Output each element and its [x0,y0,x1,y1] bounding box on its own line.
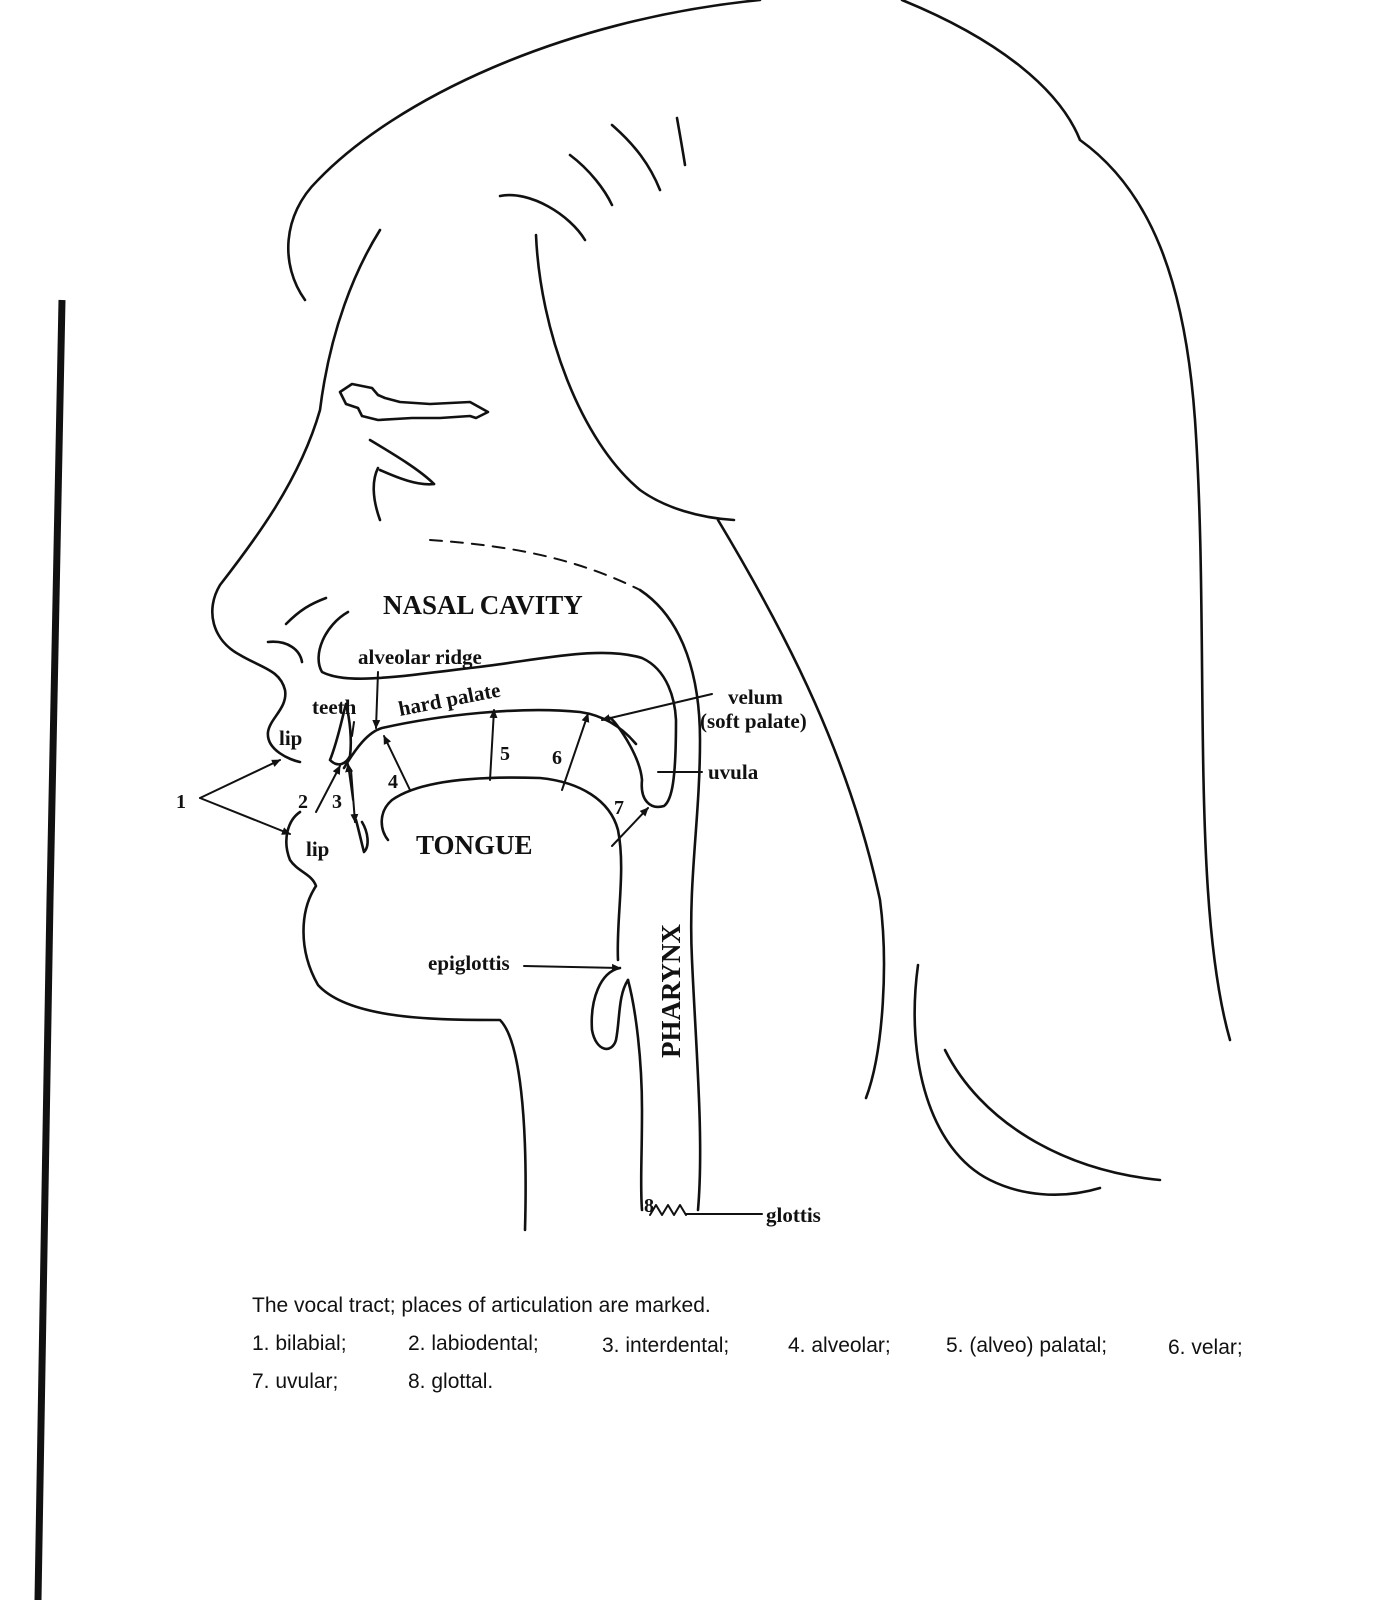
hair-strand-2 [612,125,660,190]
nostril-curve [286,598,326,624]
eye-upper [370,440,434,484]
hair-outline [288,0,760,300]
label-nasal-cavity: NASAL CAVITY [383,590,583,620]
caption-item-glottal: 8. glottal. [408,1370,494,1393]
larynx-front-wall [628,980,642,1210]
arrow-6 [562,714,588,790]
hairline [500,195,585,240]
label-glottis: glottis [766,1203,821,1227]
arrow-1-upper [200,760,280,798]
hair-strand-3 [677,118,685,165]
place-number-4: 4 [388,771,398,793]
hair-top-outline [902,0,1230,1040]
face-profile [212,230,380,762]
place-number-7: 7 [614,797,624,819]
page-edge-line [38,300,62,1600]
place-number-2: 2 [298,791,308,813]
teeth-tick [352,722,354,736]
caption-item-bilabial: 1. bilabial; [252,1332,347,1355]
hair-lower-strand-2 [945,1050,1160,1180]
caption-item-alveolar: 4. alveolar; [788,1334,891,1357]
place-number-3: 3 [332,791,342,813]
place-number-6: 6 [552,747,562,769]
arrow-alveolar-ridge [376,672,378,728]
label-teeth: teeth [312,695,357,719]
label-soft-palate: (soft palate) [700,709,807,733]
glottis-zigzag [650,1205,686,1215]
nasal-cavity-dashed-top [430,540,640,590]
caption-title: The vocal tract; places of articulation are marked. [252,1294,711,1317]
pharynx-back-wall [640,590,700,1210]
eye-lid [374,468,380,520]
label-hard-palate: hard palate [396,677,503,721]
label-uvula: uvula [708,760,759,784]
caption-item-velar: 6. velar; [1168,1336,1243,1359]
label-tongue: TONGUE [416,830,533,860]
label-lip-upper: lip [279,726,303,750]
nose-wing [268,642,302,662]
label-velum: velum [728,685,783,709]
back-of-head-line [536,235,734,520]
place-number-5: 5 [500,743,510,765]
label-lip-lower: lip [306,837,330,861]
palate-line [344,710,636,768]
label-epiglottis: epiglottis [428,951,510,975]
label-alveolar-ridge: alveolar ridge [358,645,482,669]
arrow-velum [602,694,712,720]
caption-item-uvular: 7. uvular; [252,1370,339,1393]
caption-item-alveo-palatal: 5. (alveo) palatal; [946,1334,1108,1357]
arrow-epiglottis [524,966,620,968]
place-number-1: 1 [176,791,186,813]
neck-back-line [718,520,884,1098]
place-number-8: 8 [644,1195,654,1217]
arrow-5 [490,710,494,780]
epiglottis-shape [592,968,628,1049]
lower-lip-chin [286,812,525,1230]
caption-item-interdental: 3. interdental; [602,1334,730,1357]
eyebrow [340,384,488,420]
tongue-outline [382,778,621,960]
hair-strand-1 [570,155,612,205]
arrow-1-lower [200,798,290,834]
caption-item-labiodental: 2. labiodental; [408,1332,539,1355]
label-pharynx: PHARYNX [656,923,686,1058]
lower-teeth [356,820,368,852]
